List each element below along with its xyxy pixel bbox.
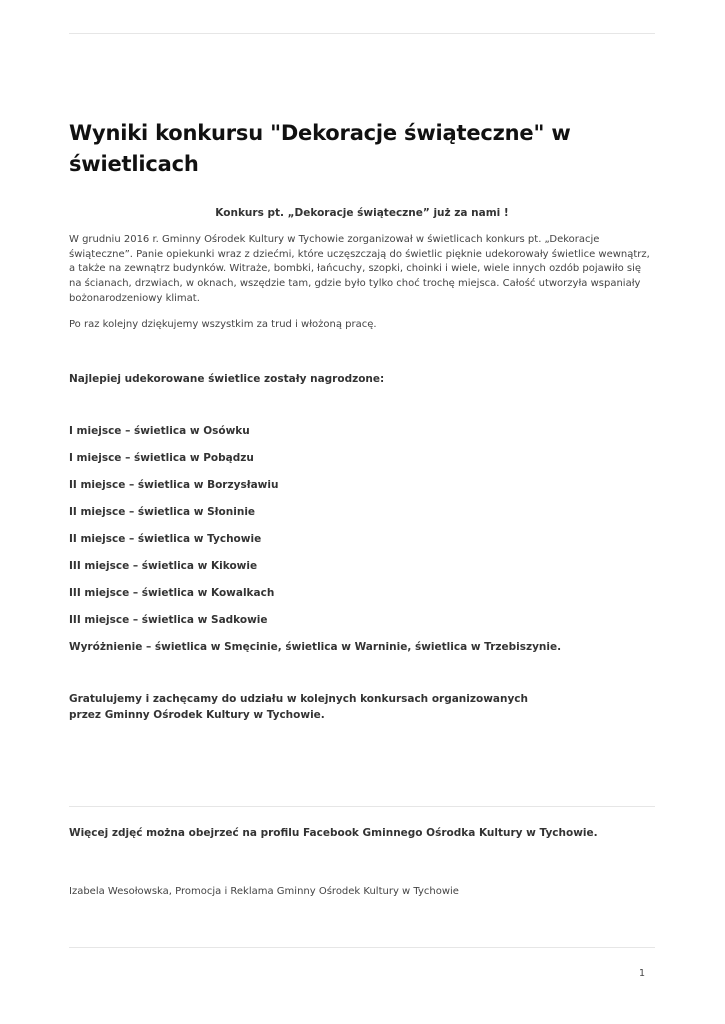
intro-paragraph: W grudniu 2016 r. Gminny Ośrodek Kultury w Tychowie zorganizował w świetlicach konkurs pt. „Dekoracje świąteczne”. Panie opiekunki wraz z dziećmi, które uczęszczają do świetlic pięknie udekorowały świetlice wewnątrz, a także na zewnątrz budynków. Witraże, bombki, łańcuchy, szopki, choinki i wiele, wiele innych ozdób pojawiło się na ścianach, drzwiach, w oknach, wszędzie tam, gdzie było tylko choć trochę miejsca. Całość utworzyła wspaniały bożonarodzeniowy klimat.: [69, 234, 650, 304]
page-number: 1: [638, 968, 645, 979]
award-item: II miejsce – świetlica w Borzysławiu: [69, 479, 279, 491]
thanks-paragraph: Po raz kolejny dziękujemy wszystkim za trud i włożoną pracę.: [69, 319, 377, 330]
article-subtitle: Konkurs pt. „Dekoracje świąteczne” już za nami !: [215, 207, 509, 219]
congratulations-text: [69, 692, 655, 723]
page-title: Wyniki konkursu "Dekoracje świąteczne" w świetlicach: [69, 121, 571, 176]
middle-divider: [69, 806, 655, 807]
award-item: II miejsce – świetlica w Słoninie: [69, 506, 256, 518]
award-item: I miejsce – świetlica w Pobądzu: [69, 452, 254, 464]
award-item: III miejsce – świetlica w Sadkowie: [69, 614, 268, 626]
top-divider: [69, 33, 655, 34]
awarded-heading: Najlepiej udekorowane świetlice zostały nagrodzone:: [69, 373, 385, 385]
award-item: III miejsce – świetlica w Kowalkach: [69, 587, 275, 599]
author-credit: Izabela Wesołowska, Promocja i Reklama Gminny Ośrodek Kultury w Tychowie: [69, 886, 459, 897]
award-item: I miejsce – świetlica w Osówku: [69, 425, 250, 437]
award-list: [69, 424, 655, 667]
facebook-note: Więcej zdjęć można obejrzeć na profilu Facebook Gminnego Ośrodka Kultury w Tychowie.: [69, 827, 598, 839]
award-item: III miejsce – świetlica w Kikowie: [69, 560, 258, 572]
award-distinction: Wyróżnienie – świetlica w Smęcinie, świetlica w Warninie, świetlica w Trzebiszynie.: [69, 641, 562, 653]
award-item: II miejsce – świetlica w Tychowie: [69, 533, 262, 545]
bottom-divider: [69, 947, 655, 948]
congratulations-line: Gratulujemy i zachęcamy do udziału w kolejnych konkursach organizowanych: [69, 693, 529, 705]
congratulations-line: przez Gminny Ośrodek Kultury w Tychowie.: [69, 708, 325, 721]
